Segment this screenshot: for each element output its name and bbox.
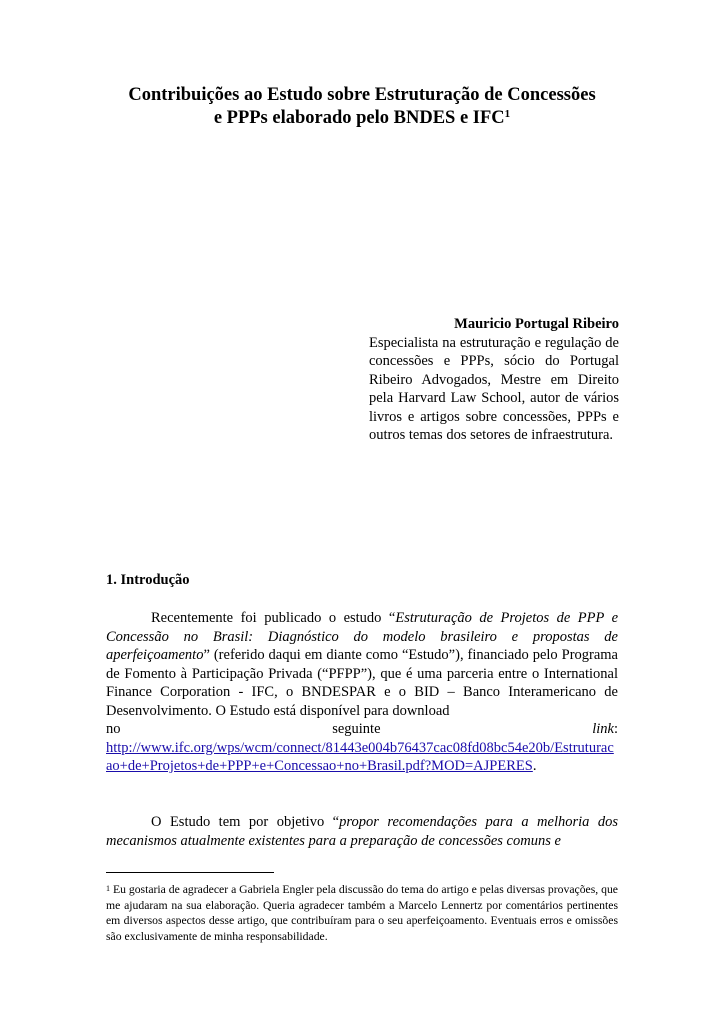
intro-paragraph-1 [106, 609, 618, 776]
title-line-2-text: e PPPs elaborado pelo BNDES e IFC [213, 108, 505, 128]
author-name: Mauricio Portugal Ribeiro [454, 316, 619, 332]
title-footnote-marker[interactable]: 1 [504, 108, 511, 120]
title-line-2 [60, 107, 664, 130]
study-title: Estruturação de Projetos de PPP e Concessão no Brasil: Diagnóstico do modelo brasileiro e propostas de aperfeiçoamento [106, 610, 619, 663]
section-heading: 1. Introdução [106, 572, 190, 588]
download-word-no: no [106, 721, 121, 737]
author-block [369, 315, 619, 445]
footnote [106, 882, 618, 944]
objective-quote: propor recomendações para a melhoria dos mecanismos atualmente existentes para a preparação de concessões comuns e [106, 814, 618, 849]
title-line-1: Contribuições ao Estudo sobre Estruturação de Concessões [128, 85, 596, 105]
footnote-text: Eu gostaria de agradecer a Gabriela Engler pela discussão do tema do artigo e pelas diversas provações, que me ajudaram na sua elaboração. Queria agradecer também a Marcelo Lennertz por comentários pertinentes em diversos aspectos desse artigo, que contribuíram para o seu aperfeiçoamento. Eventuais erros e omissões são exclusivamente de minha responsabilidade. [106, 883, 618, 943]
study-url-line [106, 739, 618, 776]
paragraph-1-text-a: Recentemente foi publicado o estudo “ [151, 610, 396, 626]
link-word: link [592, 721, 614, 737]
link-colon: : [613, 721, 618, 737]
footnote-divider [106, 872, 274, 873]
document-title [60, 84, 664, 130]
intro-paragraph-2 [106, 813, 618, 850]
study-download-link[interactable]: http://www.ifc.org/wps/wcm/connect/81443e004b76437cac08fd08bc54e20b/Estruturacao+de+Projetos+de+PPP+e+Concessao+no+Brasil.pdf?MOD=AJPERES [106, 739, 614, 774]
download-word-seguinte: seguinte [332, 721, 381, 737]
download-line [106, 720, 618, 739]
author-bio: Especialista na estruturação e regulação de concessões e PPPs, sócio do Portugal Ribeiro Advogados, Mestre em Direito pela Harvard Law School, autor de vários livros e artigos sobre concessões, PPPs e outros temas dos setores de infraestrutura. [369, 334, 619, 443]
paragraph-2-text-a: O Estudo tem por objetivo “ [151, 814, 340, 830]
paragraph-1-end: . [532, 758, 537, 774]
download-word-link [592, 720, 618, 739]
footnote-mark: 1 [106, 884, 110, 893]
paragraph-1-text-b: ” (referido daqui em diante como “Estudo”), financiado pelo Programa de Fomento à Participação Privada (“PFPP”), que é uma parceria entre o International Finance Corporation - IFC, o BNDESPAR e o BID – Banco Interamericano de Desenvolvimento. O Estudo está disponível para download [106, 647, 618, 719]
